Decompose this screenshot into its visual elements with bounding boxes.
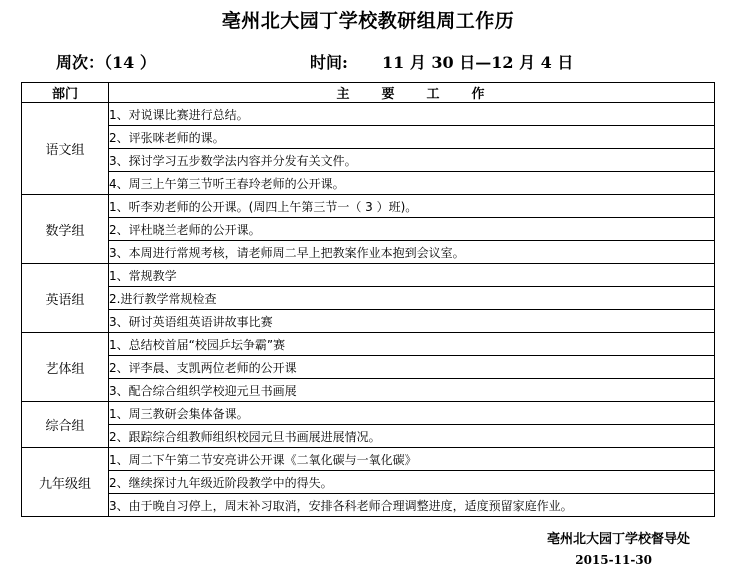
- table-row: [22, 264, 715, 287]
- work-item: 1、听李劝老师的公开课。(周四上午第三节一（ 3 ）班)。: [109, 195, 715, 218]
- dept-cell: 英语组: [22, 264, 109, 333]
- time-label: 时间:: [310, 53, 348, 72]
- work-item: 1、常规教学: [109, 264, 715, 287]
- work-item: 2、评张咪老师的课。: [109, 126, 715, 149]
- issue-date: 2015-11-30: [575, 553, 652, 567]
- dept-cell: 九年级组: [22, 448, 109, 517]
- table-row: [22, 356, 715, 379]
- table-row: [22, 333, 715, 356]
- work-item: 2.进行教学常规检查: [109, 287, 715, 310]
- work-item: 2、继续探讨九年级近阶段教学中的得失。: [109, 471, 715, 494]
- work-item: 2、评李晨、支凯两位老师的公开课: [109, 356, 715, 379]
- work-item: 2、评杜晓兰老师的公开课。: [109, 218, 715, 241]
- table-row: [22, 402, 715, 425]
- dept-cell: 数学组: [22, 195, 109, 264]
- table-row: [22, 126, 715, 149]
- work-item: 1、对说课比赛进行总结。: [109, 103, 715, 126]
- work-item: 4、周三上午第三节听王春玲老师的公开课。: [109, 172, 715, 195]
- issuing-office: 亳州北大园丁学校督导处: [546, 532, 690, 547]
- work-item: 3、研讨英语组英语讲故事比赛: [109, 310, 715, 333]
- table-row: [22, 471, 715, 494]
- date-range: 11 月 30 日—12 月 4 日: [382, 53, 574, 72]
- schedule-table: [21, 82, 715, 517]
- dept-cell: 艺体组: [22, 333, 109, 402]
- week-number: 周次：（14 ）: [56, 53, 156, 72]
- table-row: [22, 425, 715, 448]
- work-item: 2、跟踪综合组教师组织校园元旦书画展进展情况。: [109, 425, 715, 448]
- table-header-row: [22, 83, 715, 103]
- header-main-work: 主 要 工 作: [109, 83, 715, 103]
- work-item: 3、由于晚自习停上，周末补习取消，安排各科老师合理调整进度，适度预留家庭作业。: [109, 494, 715, 517]
- schedule-body: [22, 103, 715, 517]
- table-row: [22, 494, 715, 517]
- work-item: 1、总结校首届“校园乒坛争霸”赛: [109, 333, 715, 356]
- table-row: [22, 103, 715, 126]
- table-row: [22, 241, 715, 264]
- table-row: [22, 195, 715, 218]
- header-dept: 部门: [22, 83, 109, 103]
- dept-cell: 语文组: [22, 103, 109, 195]
- table-row: [22, 218, 715, 241]
- table-row: [22, 310, 715, 333]
- work-item: 3、配合综合组织学校迎元旦书画展: [109, 379, 715, 402]
- work-item: 1、周二下午第二节安亮讲公开课《二氧化碳与一氧化碳》: [109, 448, 715, 471]
- work-item: 1、周三教研会集体备课。: [109, 402, 715, 425]
- work-item: 3、本周进行常规考核，请老师周二早上把教案作业本抱到会议室。: [109, 241, 715, 264]
- work-item: 3、探讨学习五步数学法内容并分发有关文件。: [109, 149, 715, 172]
- table-row: [22, 379, 715, 402]
- table-row: [22, 172, 715, 195]
- table-row: [22, 287, 715, 310]
- table-row: [22, 448, 715, 471]
- table-row: [22, 149, 715, 172]
- dept-cell: 综合组: [22, 402, 109, 448]
- page-title: 亳州北大园丁学校教研组周工作历: [221, 10, 515, 32]
